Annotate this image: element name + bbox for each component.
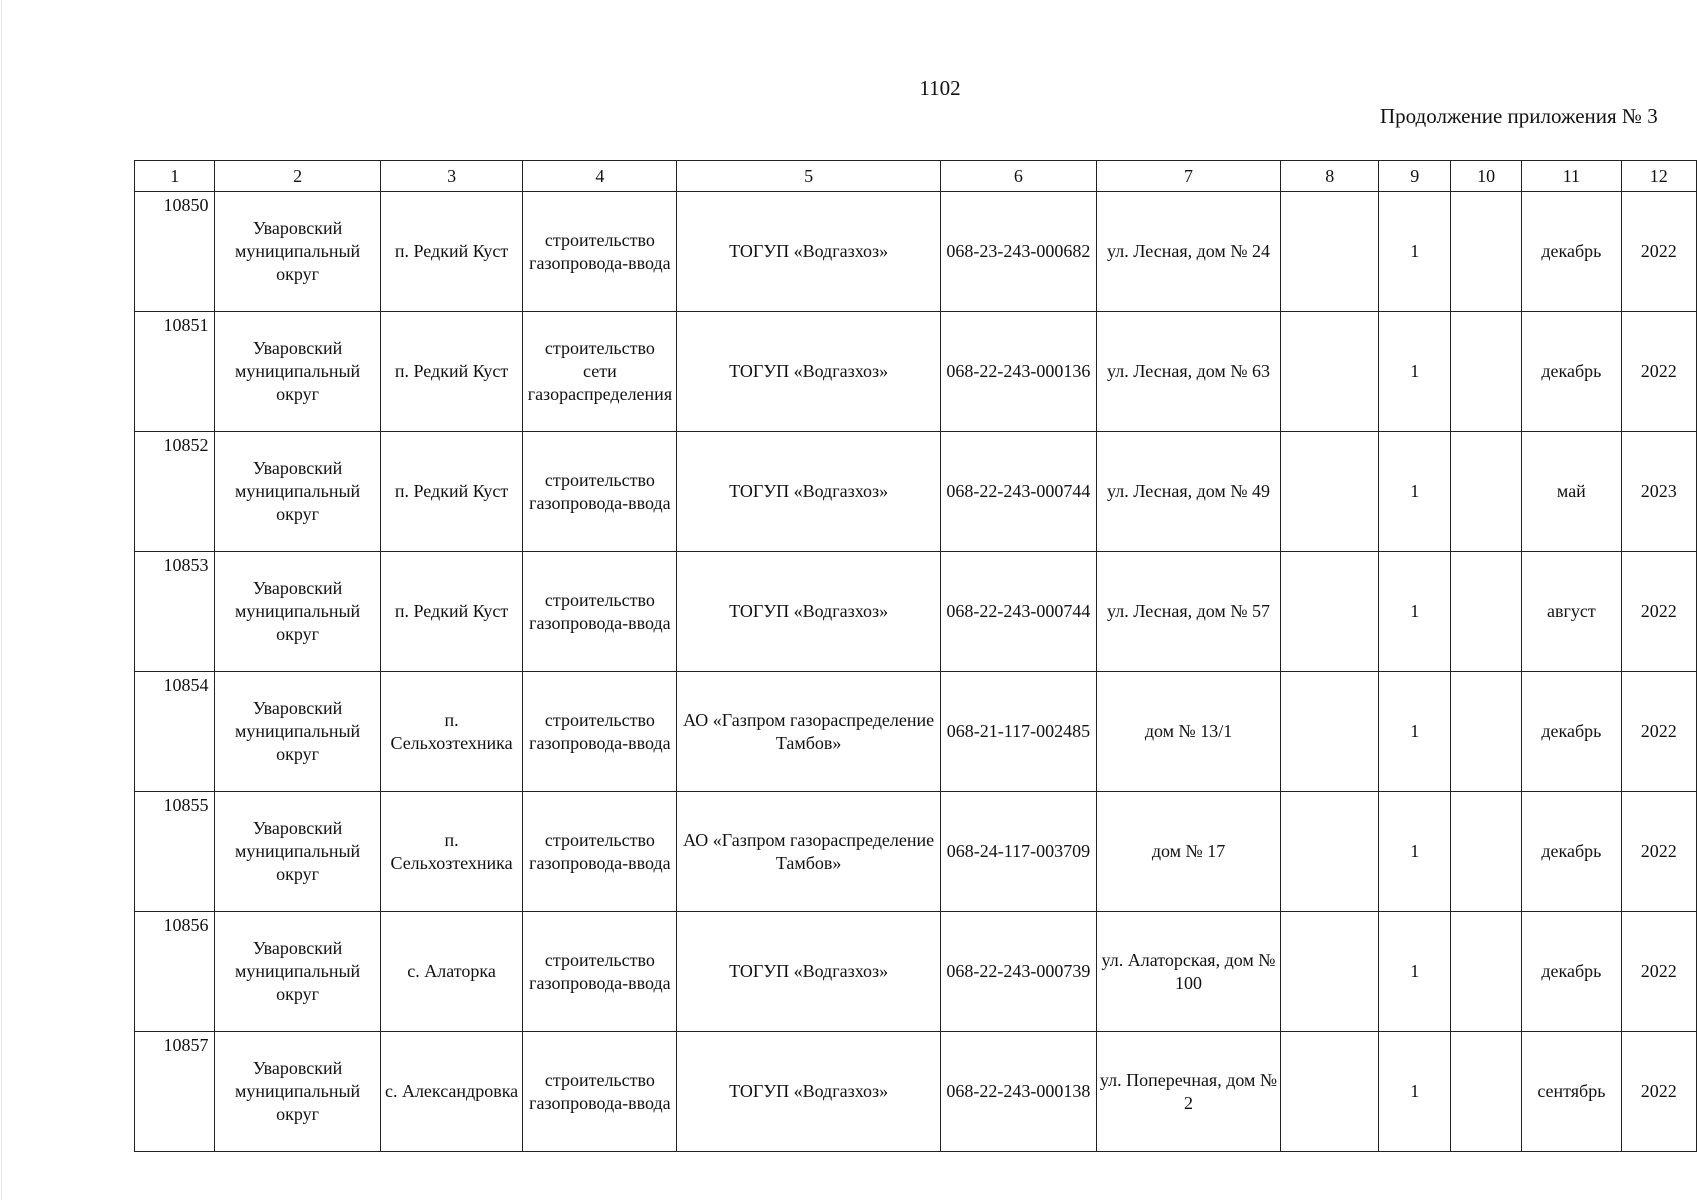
- column-10-cell: [1451, 912, 1522, 1032]
- cell-text: дом № 17: [1151, 841, 1226, 861]
- cell-text: 2022: [1640, 721, 1677, 741]
- organization-cell: [677, 312, 941, 432]
- register-table: [134, 160, 1697, 1152]
- work-type-cell: [523, 1032, 677, 1152]
- settlement-cell: [380, 432, 523, 552]
- cell-text: п. Сельхозтехника: [390, 829, 513, 873]
- row-number-cell: [135, 192, 215, 312]
- row-number-cell: [135, 672, 215, 792]
- cell-text: ТОГУП «Водгазхоз»: [729, 961, 889, 981]
- cell-text: 1: [1410, 841, 1420, 861]
- column-header: 9: [1379, 161, 1451, 192]
- address-cell: [1096, 552, 1280, 672]
- year-cell: [1621, 1032, 1696, 1152]
- cell-text: строительство сети газораспределения: [527, 338, 673, 404]
- continuation-label: Продолжение приложения № 3: [1380, 104, 1658, 128]
- quantity-cell: [1379, 192, 1451, 312]
- registry-code-cell: [940, 1032, 1096, 1152]
- address-cell: [1096, 912, 1280, 1032]
- table-row: [135, 312, 1697, 432]
- column-header: 5: [677, 161, 941, 192]
- district-cell: [215, 192, 380, 312]
- settlement-cell: [380, 672, 523, 792]
- address-cell: [1096, 432, 1280, 552]
- column-8-cell: [1281, 552, 1379, 672]
- cell-text: п. Сельхозтехника: [390, 709, 513, 753]
- cell-text: 2022: [1640, 841, 1677, 861]
- address-cell: [1096, 672, 1280, 792]
- header-row: [135, 161, 1697, 192]
- settlement-cell: [380, 552, 523, 672]
- row-number-cell: [135, 792, 215, 912]
- registry-code-cell: [940, 672, 1096, 792]
- district-cell: [215, 792, 380, 912]
- organization-cell: [677, 192, 941, 312]
- district-cell: [215, 1032, 380, 1152]
- row-number-cell: [135, 912, 215, 1032]
- year-cell: [1621, 432, 1696, 552]
- cell-text: Уваровский муниципальный округ: [234, 938, 361, 1004]
- work-type-cell: [523, 552, 677, 672]
- cell-text: строительство газопровода-ввода: [529, 949, 671, 993]
- cell-text: 10856: [163, 915, 209, 935]
- column-8-cell: [1281, 312, 1379, 432]
- cell-text: декабрь: [1541, 241, 1602, 261]
- quantity-cell: [1379, 912, 1451, 1032]
- cell-text: п. Редкий Куст: [394, 481, 509, 501]
- registry-code-cell: [940, 312, 1096, 432]
- work-type-cell: [523, 192, 677, 312]
- cell-text: 1: [1410, 241, 1420, 261]
- settlement-cell: [380, 192, 523, 312]
- work-type-cell: [523, 432, 677, 552]
- row-number-cell: [135, 552, 215, 672]
- quantity-cell: [1379, 432, 1451, 552]
- year-cell: [1621, 192, 1696, 312]
- column-10-cell: [1451, 192, 1522, 312]
- cell-text: ул. Лесная, дом № 49: [1107, 481, 1270, 501]
- table-row: [135, 672, 1697, 792]
- column-8-cell: [1281, 792, 1379, 912]
- cell-text: с. Алаторка: [407, 961, 496, 981]
- settlement-cell: [380, 1032, 523, 1152]
- address-cell: [1096, 792, 1280, 912]
- column-8-cell: [1281, 672, 1379, 792]
- column-10-cell: [1451, 1032, 1522, 1152]
- organization-cell: [677, 912, 941, 1032]
- cell-text: Уваровский муниципальный округ: [234, 698, 361, 764]
- year-cell: [1621, 672, 1696, 792]
- cell-text: 2022: [1640, 961, 1677, 981]
- row-number-cell: [135, 1032, 215, 1152]
- cell-text: 2023: [1640, 481, 1677, 501]
- address-cell: [1096, 192, 1280, 312]
- district-cell: [215, 912, 380, 1032]
- cell-text: 1: [1410, 961, 1420, 981]
- cell-text: Уваровский муниципальный округ: [234, 818, 361, 884]
- cell-text: ул. Лесная, дом № 63: [1107, 361, 1270, 381]
- registry-code-cell: [940, 432, 1096, 552]
- cell-text: 2022: [1640, 1081, 1677, 1101]
- table-row: [135, 792, 1697, 912]
- cell-text: ул. Алаторская, дом № 100: [1101, 949, 1276, 993]
- cell-text: 10857: [163, 1035, 209, 1055]
- cell-text: Уваровский муниципальный округ: [234, 578, 361, 644]
- cell-text: 2022: [1640, 241, 1677, 261]
- cell-text: ул. Лесная, дом № 57: [1107, 601, 1270, 621]
- table-row: [135, 1032, 1697, 1152]
- work-type-cell: [523, 912, 677, 1032]
- table-row: [135, 192, 1697, 312]
- cell-text: 2022: [1640, 601, 1677, 621]
- column-8-cell: [1281, 192, 1379, 312]
- quantity-cell: [1379, 1032, 1451, 1152]
- cell-text: АО «Газпром газораспределение Тамбов»: [683, 829, 935, 873]
- column-10-cell: [1451, 312, 1522, 432]
- registry-code-cell: [940, 912, 1096, 1032]
- cell-text: дом № 13/1: [1144, 721, 1233, 741]
- address-cell: [1096, 1032, 1280, 1152]
- cell-text: строительство газопровода-ввода: [529, 469, 671, 513]
- column-10-cell: [1451, 552, 1522, 672]
- quantity-cell: [1379, 312, 1451, 432]
- settlement-cell: [380, 792, 523, 912]
- column-8-cell: [1281, 432, 1379, 552]
- column-header: 12: [1621, 161, 1696, 192]
- column-header: 4: [523, 161, 677, 192]
- month-cell: [1522, 1032, 1621, 1152]
- cell-text: строительство газопровода-ввода: [529, 229, 671, 273]
- cell-text: ТОГУП «Водгазхоз»: [729, 361, 889, 381]
- cell-text: 10855: [163, 795, 209, 815]
- column-header: 8: [1281, 161, 1379, 192]
- year-cell: [1621, 552, 1696, 672]
- year-cell: [1621, 912, 1696, 1032]
- cell-text: май: [1556, 481, 1586, 501]
- cell-text: АО «Газпром газораспределение Тамбов»: [683, 709, 935, 753]
- settlement-cell: [380, 912, 523, 1032]
- cell-text: сентябрь: [1537, 1081, 1606, 1101]
- cell-text: 1: [1410, 601, 1420, 621]
- cell-text: 2022: [1640, 361, 1677, 381]
- cell-text: 10852: [163, 435, 209, 455]
- cell-text: 068-21-117-002485: [946, 721, 1091, 741]
- column-10-cell: [1451, 792, 1522, 912]
- cell-text: декабрь: [1541, 841, 1602, 861]
- year-cell: [1621, 792, 1696, 912]
- month-cell: [1522, 792, 1621, 912]
- cell-text: п. Редкий Куст: [394, 241, 509, 261]
- cell-text: 068-22-243-000744: [946, 481, 1091, 501]
- column-header: 3: [380, 161, 523, 192]
- cell-text: 10854: [163, 675, 209, 695]
- work-type-cell: [523, 672, 677, 792]
- cell-text: декабрь: [1541, 721, 1602, 741]
- cell-text: ул. Поперечная, дом № 2: [1099, 1069, 1278, 1113]
- cell-text: Уваровский муниципальный округ: [234, 1058, 361, 1124]
- organization-cell: [677, 552, 941, 672]
- table-row: [135, 432, 1697, 552]
- cell-text: ул. Лесная, дом № 24: [1107, 241, 1270, 261]
- organization-cell: [677, 1032, 941, 1152]
- district-cell: [215, 552, 380, 672]
- cell-text: 068-23-243-000682: [946, 241, 1091, 261]
- cell-text: ТОГУП «Водгазхоз»: [729, 241, 889, 261]
- cell-text: декабрь: [1541, 361, 1602, 381]
- page-number: 1102: [919, 76, 961, 100]
- cell-text: п. Редкий Куст: [394, 601, 509, 621]
- cell-text: 068-22-243-000138: [946, 1081, 1091, 1101]
- cell-text: декабрь: [1541, 961, 1602, 981]
- district-cell: [215, 312, 380, 432]
- month-cell: [1522, 192, 1621, 312]
- cell-text: 1: [1410, 361, 1420, 381]
- month-cell: [1522, 912, 1621, 1032]
- registry-code-cell: [940, 792, 1096, 912]
- column-header: 7: [1096, 161, 1280, 192]
- month-cell: [1522, 432, 1621, 552]
- cell-text: 10853: [163, 555, 209, 575]
- cell-text: строительство газопровода-ввода: [529, 709, 671, 753]
- column-header: 2: [215, 161, 380, 192]
- settlement-cell: [380, 312, 523, 432]
- cell-text: 1: [1410, 721, 1420, 741]
- organization-cell: [677, 432, 941, 552]
- work-type-cell: [523, 312, 677, 432]
- cell-text: Уваровский муниципальный округ: [234, 338, 361, 404]
- cell-text: ТОГУП «Водгазхоз»: [729, 481, 889, 501]
- quantity-cell: [1379, 672, 1451, 792]
- address-cell: [1096, 312, 1280, 432]
- work-type-cell: [523, 792, 677, 912]
- cell-text: ТОГУП «Водгазхоз»: [729, 1081, 889, 1101]
- cell-text: 10850: [163, 195, 209, 215]
- month-cell: [1522, 312, 1621, 432]
- cell-text: 068-22-243-000744: [946, 601, 1091, 621]
- column-10-cell: [1451, 672, 1522, 792]
- cell-text: п. Редкий Куст: [394, 361, 509, 381]
- table-row: [135, 552, 1697, 672]
- cell-text: 068-22-243-000739: [946, 961, 1091, 981]
- district-cell: [215, 432, 380, 552]
- cell-text: Уваровский муниципальный округ: [234, 458, 361, 524]
- row-number-cell: [135, 432, 215, 552]
- cell-text: август: [1547, 601, 1596, 621]
- cell-text: с. Александровка: [384, 1081, 519, 1101]
- registry-code-cell: [940, 192, 1096, 312]
- cell-text: строительство газопровода-ввода: [529, 829, 671, 873]
- column-10-cell: [1451, 432, 1522, 552]
- cell-text: 068-22-243-000136: [946, 361, 1091, 381]
- column-header: 6: [940, 161, 1096, 192]
- column-8-cell: [1281, 912, 1379, 1032]
- month-cell: [1522, 552, 1621, 672]
- month-cell: [1522, 672, 1621, 792]
- column-header: 10: [1451, 161, 1522, 192]
- organization-cell: [677, 792, 941, 912]
- table-row: [135, 912, 1697, 1032]
- column-8-cell: [1281, 1032, 1379, 1152]
- year-cell: [1621, 312, 1696, 432]
- cell-text: строительство газопровода-ввода: [529, 589, 671, 633]
- row-number-cell: [135, 312, 215, 432]
- column-header: 1: [135, 161, 215, 192]
- cell-text: 068-24-117-003709: [946, 841, 1091, 861]
- organization-cell: [677, 672, 941, 792]
- quantity-cell: [1379, 552, 1451, 672]
- cell-text: 1: [1410, 1081, 1420, 1101]
- registry-code-cell: [940, 552, 1096, 672]
- cell-text: Уваровский муниципальный округ: [234, 218, 361, 284]
- cell-text: ТОГУП «Водгазхоз»: [729, 601, 889, 621]
- district-cell: [215, 672, 380, 792]
- cell-text: 10851: [163, 315, 209, 335]
- page-edge-left: [1, 0, 2, 1200]
- cell-text: строительство газопровода-ввода: [529, 1069, 671, 1113]
- cell-text: 1: [1410, 481, 1420, 501]
- quantity-cell: [1379, 792, 1451, 912]
- column-header: 11: [1522, 161, 1621, 192]
